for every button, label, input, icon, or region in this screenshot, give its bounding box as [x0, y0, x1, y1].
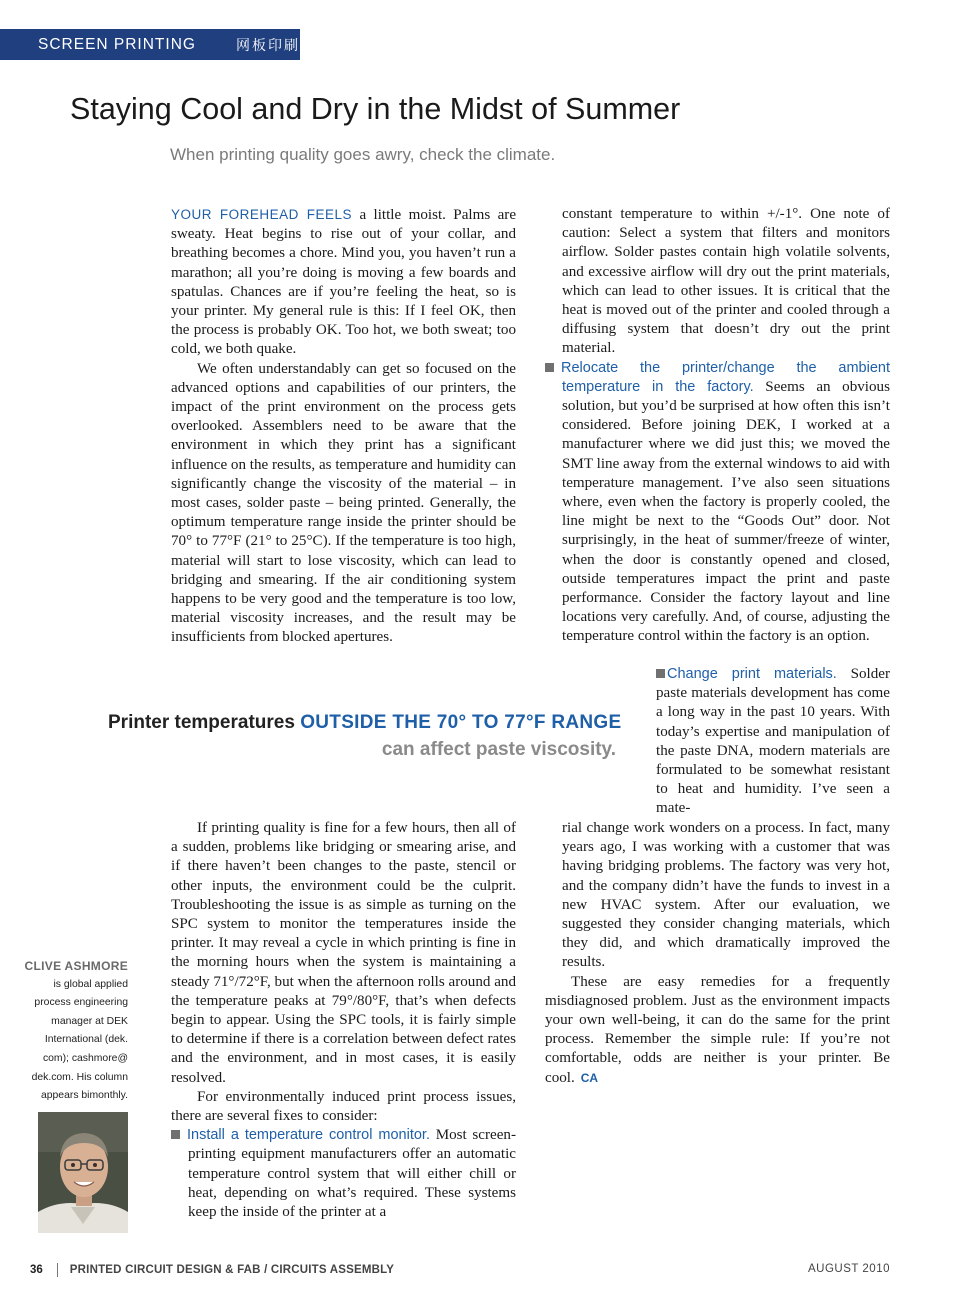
paragraph-1: YOUR FOREHEAD FEELS a little moist. Palms are sweaty. Heat begins to rise out of your collar, and breathing becomes a chore. Mind you, you haven’t run a marathon; all you’re doing is moving a few boards and spatulas. Chances are if you’re feeling the heat, so is your printer. My general rule is this: If I feel OK, then the process is probably OK. Too hot, we both sweat; too cold, we both quake.: [171, 207, 517, 358]
publication-name: PRINTED CIRCUIT DESIGN & FAB / CIRCUITS ASSEMBLY: [69, 1264, 395, 1276]
pull-quote-line-2: can affect paste viscosity.: [381, 739, 616, 760]
bullet-heading: Relocate the printer/change the ambient temperature in the factory.: [561, 359, 890, 395]
footer-left: [30, 1263, 394, 1277]
bullet-square-icon: [656, 669, 665, 678]
section-label-cn: 网板印刷: [235, 36, 300, 53]
issue-date: AUGUST 2010: [808, 1263, 890, 1275]
column-2-narrow: [656, 665, 890, 819]
article-title: Staying Cool and Dry in the Midst of Summer: [70, 92, 681, 126]
author-photo: [38, 1112, 128, 1233]
bullet-square-icon: [545, 363, 554, 372]
section-label: SCREEN PRINTING: [38, 35, 196, 53]
paragraph-3: If printing quality is fine for a few hours, then all of a sudden, problems like bridging or smearing arise, and if there haven’t been changes to the paste, stencil or other inputs, the environment could be the culprit. Troubleshooting the issue is as simple as turning on the SPC system to monitor the temperatures inside the printer. It may reveal a cycle in which printing is fine in the morning hours when the system is maintaining a steady 71°/72°F, but when the afternoon rolls around and the temperature peaks at 79°/80°F, that’s when defects begin to appear. Using the SPC tools, it is fairly simple to determine if there is a correlation between defect rates and the environment, and in most cases, it is easily resolved.: [171, 820, 516, 1086]
pull-quote-highlight: OUTSIDE THE 70° TO 77°F RANGE: [300, 712, 622, 733]
bullet-square-icon: [171, 1130, 180, 1139]
paragraph-2: We often understandably can get so focused on the advanced options and capabilities of our printers, the impact of the print environment on the process gets overlooked. Assemblers need to be aware that the environment in which they print has a significant influence on the results, as temperature and humidity can significantly change the viscosity of the material – in most cases, solder paste – being printed. Generally, the optimum temperature range inside the printer should be 70° to 77°F (21° to 25°C). If the temperature is too high, material will start to lose viscosity, which can lead to bridging and smearing. If the air conditioning system happens to be very good and the temperature is too low, material viscosity increases, and the result may be insufficients from blocked apertures.: [171, 360, 516, 646]
author-bio: CLIVE ASHMORE is global applied process engineering manager at DEK International (dek. com); cashmore@ dek.com. His column appears bimonthly.: [20, 957, 128, 1106]
column-2-upper: [545, 205, 890, 647]
paragraph-5: constant temperature to within +/-1°. One note of caution: Select a system that filters and monitors airflow. Solder pastes contain high volatile solvents, and excessive airflow will dry out the print materials, which can lead to other issues. It is critical that the heat is moved out of the printer and cooled through a diffusing system that doesn’t dry out the print material.: [562, 206, 890, 357]
author-signature: CA: [580, 1070, 599, 1085]
page-number: 36: [30, 1264, 43, 1276]
paragraph-6: rial change work wonders on a process. In fact, many years ago, I was working with a customer that was having bridging problems. The factory was very hot, and the company didn’t have the funds to invest in a new HVAC system. After our evaluation, we suggested they consider changing materials, which they did, and which dramatically improved the results.: [562, 820, 890, 971]
paragraph-7: These are easy remedies for a frequently misdiagnosed problem. Just as the environment impacts your own well-being, it can do the same for the print process. Remember the simple rule: If you’re not comfortable, odds are neither is your printer. Be cool. CA: [545, 973, 890, 1086]
article-subtitle: When printing quality goes awry, check the climate.: [170, 145, 556, 164]
bullet-heading: Change print materials.: [667, 666, 837, 682]
paragraph-4: For environmentally induced print process issues, there are several fixes to consider:: [171, 1088, 516, 1125]
bullet-item-relocate-printer: Relocate the printer/change the ambient temperature in the factory. Seems an obvious solution, but you’d be surprised at how often this isn’t considered. Before joining DEK, I worked at a manufacturer where we did just this; we moved the SMT line away from the external windows to aid with temperature management. I’ve also seen situations where, even when the factory is properly cooled, the line might be next to the “Goods Out” door. Not surprisingly, in the heat of summer/freeze of winter, when the door is constantly opened and closed, outside temperatures impact the print and paste performance. Consider the factory layout and line locations very carefully. And, of course, adjusting the temperature control within the factory is an option.: [545, 359, 890, 647]
column-2-lower: [545, 819, 890, 1088]
section-tab: [0, 29, 300, 60]
lead-in: YOUR FOREHEAD FEELS: [171, 207, 353, 222]
author-name: CLIVE ASHMORE: [24, 959, 128, 973]
bullet-item-change-materials: Change print materials. Solder paste materials development has come a long way in the past 10 years. With today’s expertise and manipulation of the paste DNA, modern materials are formulated to be somewhat resistant to heat and humidity. I’ve seen a mate-: [656, 666, 890, 817]
pull-quote-line-1: Printer temperatures OUTSIDE THE 70° TO 77°F RANGE: [108, 712, 622, 733]
column-1-upper: [171, 205, 516, 648]
bullet-item-temperature-monitor: Install a temperature control monitor. Most screen-printing equipment manufacturers offer an automatic temperature control system that will either chill or heat, depending on what’s required. These systems keep the inside of the printer at a: [171, 1126, 516, 1222]
footer-divider: [57, 1263, 58, 1277]
column-1-lower: [171, 819, 516, 1222]
author-portrait-image: [38, 1112, 128, 1233]
bullet-heading: Install a temperature control monitor.: [187, 1127, 430, 1144]
